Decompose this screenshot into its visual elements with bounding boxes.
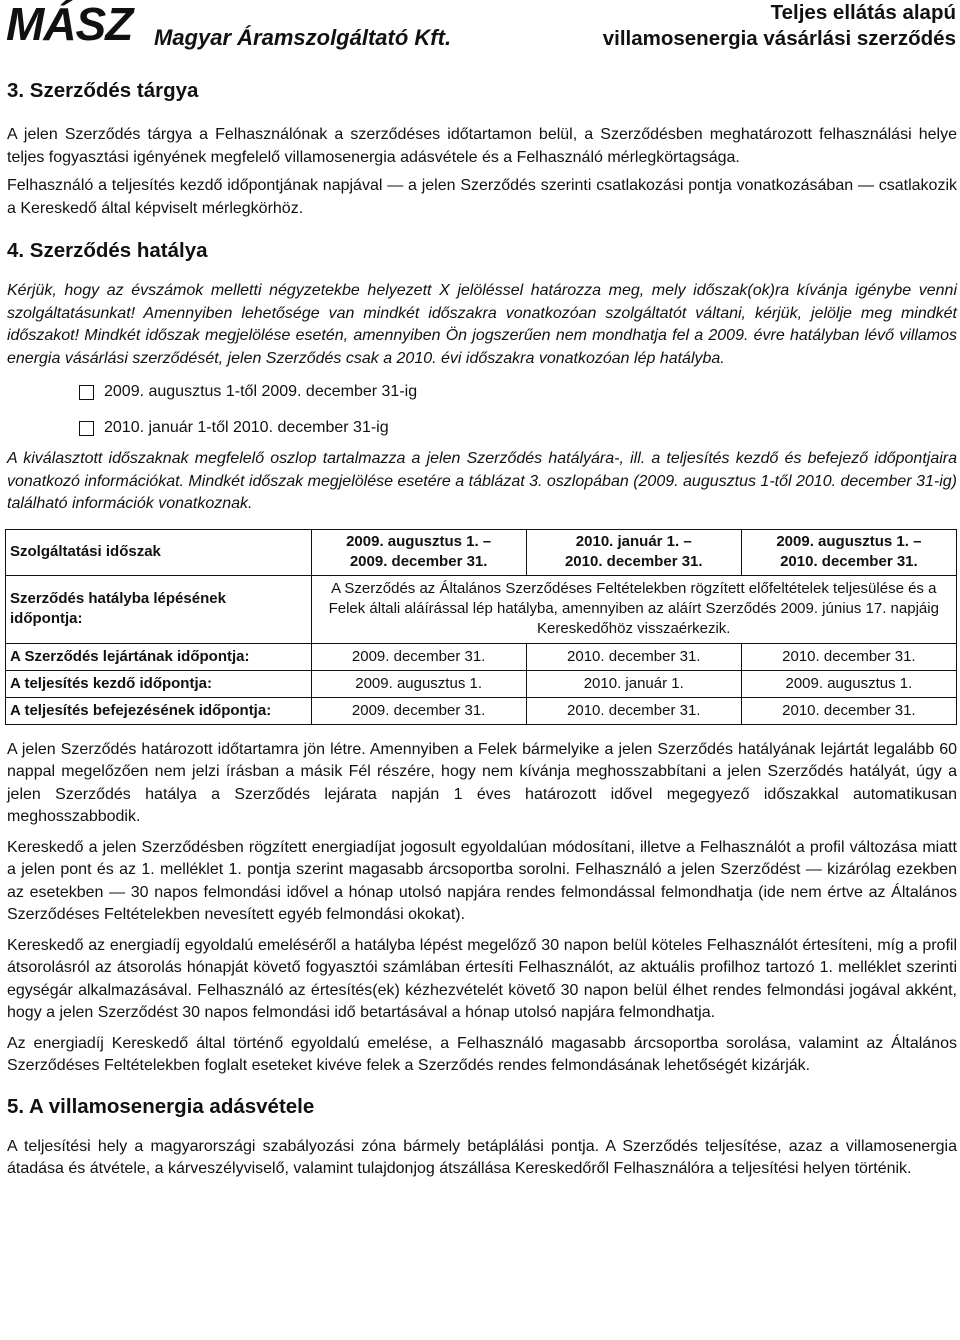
section-4-paragraph-term: A jelen Szerződés határozott időtartamra jön létre. Amennyiben a Felek bármelyike a jelen Szerződés hatályának lejártát legalább 60 nappal megelőzően nem jelzi írásban a másik Fél részére, hogy nem kívánja meghosszabbítani a jelen Szerződés hatályát, úgy a jelen Szerződés hatálya a Szerződés lejárata napján 1 éves határozott idővel megegyező időszakkal automatikusan meghosszabbodik. [7, 740, 957, 825]
contract-terms-table [5, 529, 957, 725]
section-4-paragraph-price-change: Kereskedő a jelen Szerződésben rögzített energiadíjat jogosult egyoldalúan módosítani, illetve a Felhasználót a profil változása miatt a jelen pont és az 1. melléklet 1. pontja szerint magasabb árcsoportba sorolni. Felhasználó a jelen Szerződést — kizárólag ezekben az esetekben — 30 napos felmondási idővel a hónap utolsó napjára rendes felmondással felmondhatja (ide nem értve az Általános Szerződéses Feltételekben nevesített egyéb felmondási okokat). [7, 838, 957, 923]
period-option-2010-label: 2010. január 1-től 2010. december 31-ig [104, 418, 389, 436]
document-body [7, 78, 957, 1181]
table-col-header-3 [741, 529, 956, 575]
table-row-header: A Szerződés lejártának időpontja: [6, 643, 312, 670]
section-4-paragraph-termination: Az energiadíj Kereskedő által történő egyoldalú emelése, a Felhasználó magasabb árcsoportba sorolása, valamint az Általános Szerződéses Feltételekben foglalt eseteket kivéve felek a Szerződés rendes felmondásának lehetőségét kizárják. [7, 1034, 957, 1074]
table-row-header: Szolgáltatási időszak [6, 529, 312, 575]
section-3-paragraph-2: Felhasználó a teljesítés kezdő időpontjának napjával — a jelen Szerződés szerinti csatlakozási pontja vonatkozásában — csatlakozik a Kereskedő által képviselt mérlegkörhöz. [7, 177, 957, 217]
table-cell: 2010. december 31. [526, 697, 741, 724]
table-col-header-2 [526, 529, 741, 575]
table-cell: 2010. január 1. [526, 670, 741, 697]
table-row [6, 643, 957, 670]
table-row [6, 670, 957, 697]
col1-line1: 2009. augusztus 1. – [346, 533, 492, 550]
table-row-header: A teljesítés befejezésének időpontja: [6, 697, 312, 724]
table-cell: 2010. december 31. [741, 643, 956, 670]
table-cell: 2009. augusztus 1. [311, 670, 526, 697]
table-cell: 2009. december 31. [311, 697, 526, 724]
document-type-line2: villamosenergia vásárlási szerződés [602, 27, 956, 50]
table-cell: 2009. augusztus 1. [741, 670, 956, 697]
col2-line1: 2010. január 1. – [575, 533, 692, 550]
table-col-header-1 [311, 529, 526, 575]
section-5-title: 5. A villamosenergia adásvétele [7, 1094, 315, 1118]
period-option-2009[interactable] [79, 380, 957, 404]
table-row-header [6, 575, 312, 643]
table-cell-effective-date: A Szerződés az Általános Szerződéses Feltételekben rögzített előfeltételek teljesülése és a Felek általi aláírással lép hatályba, amennyiben az aláírt Szerződés 2009. június 17. napjáig Kereskedőhöz visszaérkezik. [311, 575, 956, 643]
table-row [6, 697, 957, 724]
section-4-title: 4. Szerződés hatálya [7, 239, 208, 262]
period-option-2009-label: 2009. augusztus 1-től 2009. december 31-ig [104, 382, 418, 400]
col2-line2: 2010. december 31. [564, 553, 703, 570]
period-option-2010[interactable] [79, 416, 957, 440]
section-4-paragraph-notification: Kereskedő az energiadíj egyoldalú emeléséről a hatályba lépést megelőző 30 napon belül köteles Felhasználót értesíteni, míg a profil átsorolásról az átsorolás hónapját követő fogyasztói számlában értesíti Felhasználót, az aktuális profilhoz tartozó 1. melléklet szerinti egységár alkalmazásával. Felhasználó az értesítés(ek) kézhezvételét követő 30 napon belül élhet rendes felmondási jogával akként, hogy a jelen Szerződést 30 napos felmondási idő betartásával a hónap utolsó napjára felmondhatja. [7, 936, 957, 1021]
table-cell: 2009. december 31. [311, 643, 526, 670]
table-row-header: A teljesítés kezdő időpontja: [6, 670, 312, 697]
section-4-table-note: A kiválasztott időszaknak megfelelő oszlop tartalmazza a jelen Szerződés hatályára-, ill. a teljesítés kezdő és befejező időpontjaira vonatkozó információkat. Mindkét időszak megjelölése esetére a táblázat 3. oszlopában (2009. augusztus 1-től 2010. december 31-ig) található információk vonatkoznak. [7, 450, 957, 512]
table-row [6, 575, 957, 643]
row2-label-line1: Szerződés hatályba lépésének [10, 590, 226, 607]
table-cell: 2010. december 31. [741, 697, 956, 724]
col1-line2: 2009. december 31. [349, 553, 488, 570]
company-name: Magyar Áramszolgáltató Kft. [154, 25, 452, 50]
section-4-instruction: Kérjük, hogy az évszámok melletti négyzetekbe helyezett X jelöléssel határozza meg, mely időszak(ok)ra kívánja igénybe venni szolgáltatásunkat! Amennyiben lehetősége van mindkét időszakra vonatkozóan szolgáltatót váltani, kérjük, jelölje meg mindkét időszakot! Mindkét időszak megjelölése esetén, amennyiben Ön jogszerűen nem mondhatja fel a 2009. évre hatályban lévő villamos energia vásárlási szerződését, jelen Szerződés csak a 2010. évi időszakra vonatkozóan lép hatályba. [7, 282, 957, 367]
table-cell: 2010. december 31. [526, 643, 741, 670]
row2-label-line2: időpontja: [10, 610, 83, 627]
company-logo: MÁSZ [6, 0, 133, 50]
section-3-paragraph-1: A jelen Szerződés tárgya a Felhasználónak a szerződéses időtartamon belül, a Szerződésben meghatározott felhasználási helye teljes fogyasztási igényének megfelelő villamosenergia adásvétele és a Felhasználó mérlegkörtagsága. [7, 126, 957, 166]
page-header [0, 0, 960, 60]
section-3-title: 3. Szerződés tárgya [7, 79, 199, 102]
col3-line1: 2009. augusztus 1. – [776, 533, 922, 550]
document-type-line1: Teljes ellátás alapú [770, 1, 956, 24]
col3-line2: 2010. december 31. [780, 553, 918, 570]
section-5-paragraph-1: A teljesítési hely a magyarországi szabályozási zóna bármely betáplálási pontja. A Szerződés teljesítése, azaz a villamosenergia átadása és átvétele, a kárveszélyviselő, valamint tulajdonjog átszállása Kereskedőről Felhasználóra a teljesítési helyen történik. [7, 1137, 957, 1177]
checkbox-2010[interactable] [79, 421, 94, 436]
checkbox-2009[interactable] [79, 385, 94, 400]
table-row [6, 529, 957, 575]
document-type [603, 0, 956, 52]
